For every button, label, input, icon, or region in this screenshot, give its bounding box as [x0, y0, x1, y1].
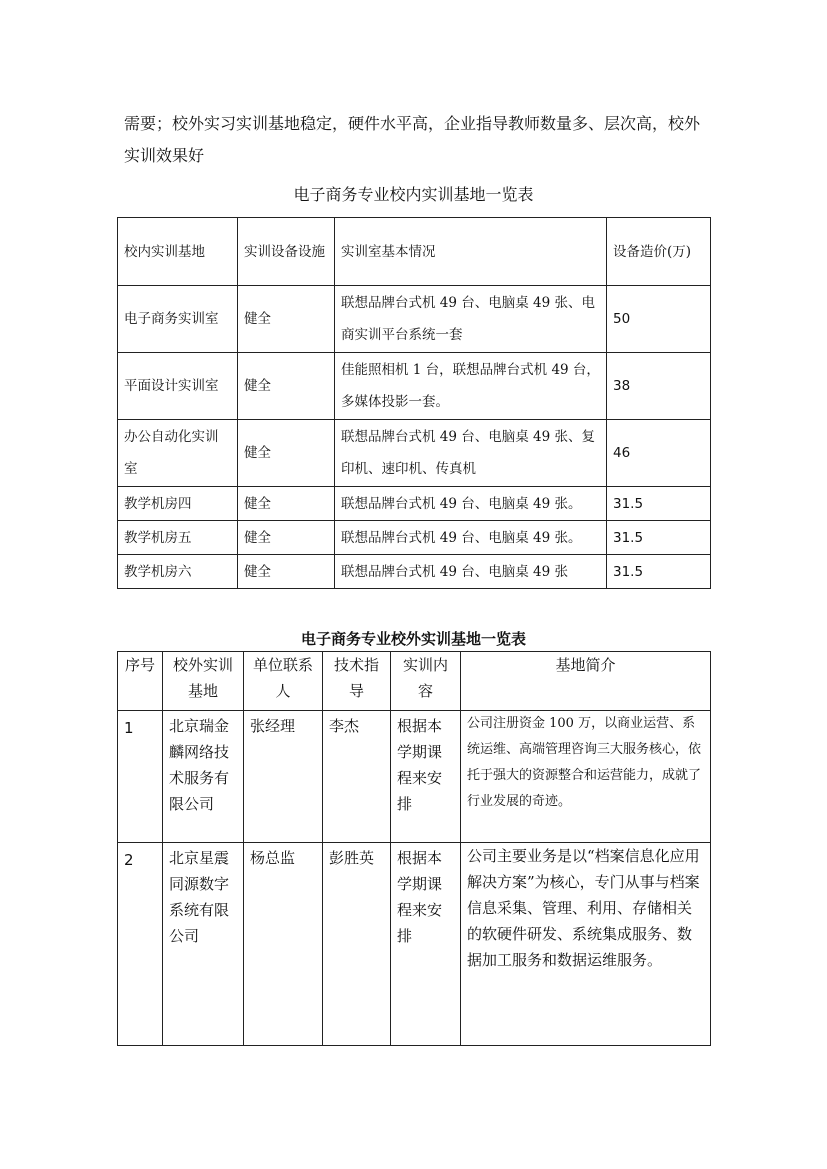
- contact-person-cell: 张经理: [244, 711, 323, 843]
- cost-cell: 46: [607, 420, 711, 487]
- table-header-row: [118, 218, 711, 286]
- table-row: [118, 711, 711, 843]
- contact-person-cell: 杨总监: [244, 843, 323, 1046]
- room-description-cell: 佳能照相机 1 台，联想品牌台式机 49 台，多媒体投影一套。: [335, 353, 607, 420]
- table1-title: 电子商务专业校内实训基地一览表: [293, 185, 534, 204]
- table-row: [118, 286, 711, 353]
- table-row: [118, 843, 711, 1046]
- training-content-cell: 根据本学期课程来安排: [391, 711, 461, 843]
- base-name-cell: 教学机房四: [118, 487, 238, 521]
- training-content-cell: 根据本学期课程来安排: [391, 843, 461, 1046]
- company-name-cell: 北京星震同源数字系统有限公司: [163, 843, 244, 1046]
- base-name-cell: 平面设计实训室: [118, 353, 238, 420]
- equipment-status-cell: 健全: [238, 521, 335, 555]
- internal-training-base-table: [117, 217, 711, 589]
- company-intro-cell: 公司主要业务是以“档案信息化应用解决方案”为核心，专门从事与档案信息采集、管理、利用、存储相关的软硬件研发、系统集成服务、数据加工服务和数据运维服务。: [461, 843, 711, 1046]
- table-row: [118, 353, 711, 420]
- header-cell: 单位联系人: [244, 652, 323, 711]
- cost-cell: 31.5: [607, 555, 711, 589]
- table2-title: 电子商务专业校外实训基地一览表: [300, 630, 526, 648]
- cost-cell: 50: [607, 286, 711, 353]
- room-description-cell: 联想品牌台式机 49 台、电脑桌 49 张、电商实训平台系统一套: [335, 286, 607, 353]
- room-description-cell: 联想品牌台式机 49 台、电脑桌 49 张。: [335, 521, 607, 555]
- technical-advisor-cell: 李杰: [323, 711, 391, 843]
- room-description-cell: 联想品牌台式机 49 台、电脑桌 49 张: [335, 555, 607, 589]
- technical-advisor-cell: 彭胜英: [323, 843, 391, 1046]
- external-training-base-table: [117, 651, 711, 1046]
- cost-cell: 38: [607, 353, 711, 420]
- header-cell: 校内实训基地: [118, 218, 238, 286]
- cost-cell: 31.5: [607, 487, 711, 521]
- header-cell: 实训室基本情况: [335, 218, 607, 286]
- room-description-cell: 联想品牌台式机 49 台、电脑桌 49 张、复印机、速印机、传真机: [335, 420, 607, 487]
- header-cell: 基地简介: [461, 652, 711, 711]
- header-cell: 序号: [118, 652, 163, 711]
- header-cell: 实训设备设施: [238, 218, 335, 286]
- company-name-cell: 北京瑞金麟网络技术服务有限公司: [163, 711, 244, 843]
- company-intro-cell: 公司注册资金 100 万，以商业运营、系统运维、高端管理咨询三大服务核心，依托于强大的资源整合和运营能力，成就了行业发展的奇迹。: [461, 711, 711, 843]
- equipment-status-cell: 健全: [238, 420, 335, 487]
- table-row: [118, 521, 711, 555]
- cost-cell: 31.5: [607, 521, 711, 555]
- equipment-status-cell: 健全: [238, 555, 335, 589]
- equipment-status-cell: 健全: [238, 353, 335, 420]
- header-cell: 技术指导: [323, 652, 391, 711]
- base-name-cell: 办公自动化实训室: [118, 420, 238, 487]
- table-row: [118, 487, 711, 521]
- equipment-status-cell: 健全: [238, 487, 335, 521]
- index-cell: 2: [118, 843, 163, 1046]
- index-cell: 1: [118, 711, 163, 843]
- header-cell: 设备造价(万): [607, 218, 711, 286]
- base-name-cell: 教学机房六: [118, 555, 238, 589]
- base-name-cell: 教学机房五: [118, 521, 238, 555]
- header-cell: 实训内容: [391, 652, 461, 711]
- table-row: [118, 420, 711, 487]
- table-header-row: [118, 652, 711, 711]
- equipment-status-cell: 健全: [238, 286, 335, 353]
- table-row: [118, 555, 711, 589]
- header-cell: 校外实训基地: [163, 652, 244, 711]
- base-name-cell: 电子商务实训室: [118, 286, 238, 353]
- room-description-cell: 联想品牌台式机 49 台、电脑桌 49 张。: [335, 487, 607, 521]
- intro-paragraph: 需要；校外实习实训基地稳定，硬件水平高，企业指导教师数量多、层次高，校外实训效果好: [124, 114, 701, 165]
